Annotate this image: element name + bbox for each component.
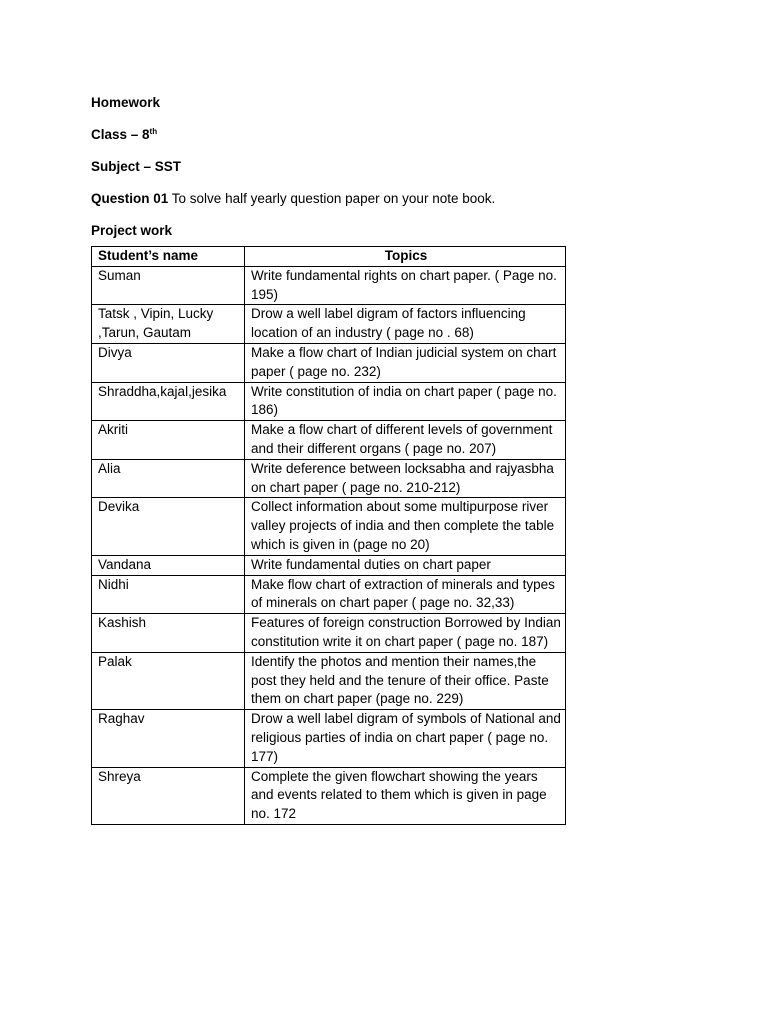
topic-cell: Drow a well label digram of symbols of National and religious parties of india on chart paper ( page no. 177) xyxy=(245,710,566,767)
class-superscript: th xyxy=(149,127,158,136)
question-line xyxy=(91,190,571,208)
student-name-cell: Shraddha,kajal,jesika xyxy=(92,382,245,421)
student-name-cell: Devika xyxy=(92,498,245,555)
topic-cell: Write fundamental duties on chart paper xyxy=(245,555,566,575)
project-table xyxy=(91,246,566,825)
student-name-cell: Nidhi xyxy=(92,575,245,614)
table-row xyxy=(92,652,566,709)
table-row xyxy=(92,421,566,460)
table-row xyxy=(92,305,566,344)
table-row xyxy=(92,498,566,555)
homework-document xyxy=(91,94,571,825)
document-title: Homework xyxy=(91,95,161,110)
student-name-cell: Kashish xyxy=(92,614,245,653)
student-name-cell: Vandana xyxy=(92,555,245,575)
student-name-cell: Alia xyxy=(92,459,245,498)
topic-cell: Write fundamental rights on chart paper. ( Page no. 195) xyxy=(245,266,566,305)
table-row xyxy=(92,266,566,305)
topic-cell: Collect information about some multipurpose river valley projects of india and then complete the table which is given in (page no 20) xyxy=(245,498,566,555)
table-row xyxy=(92,710,566,767)
class-label: Class – 8 xyxy=(91,127,150,142)
topic-cell: Identify the photos and mention their names,the post they held and the tenure of their office. Paste them on chart paper (page no. 229) xyxy=(245,652,566,709)
question-text: To solve half yearly question paper on your note book. xyxy=(168,191,496,206)
topic-cell: Features of foreign construction Borrowed by Indian constitution write it on chart paper ( page no. 187) xyxy=(245,614,566,653)
student-name-cell: Akriti xyxy=(92,421,245,460)
table-header-row xyxy=(92,247,566,267)
topic-cell: Write constitution of india on chart paper ( page no. 186) xyxy=(245,382,566,421)
student-name-cell: Suman xyxy=(92,266,245,305)
topic-cell: Complete the given flowchart showing the years and events related to them which is given in page no. 172 xyxy=(245,767,566,824)
topic-cell: Make flow chart of extraction of minerals and types of minerals on chart paper ( page no. 32,33) xyxy=(245,575,566,614)
topic-cell: Write deference between locksabha and rajyasbha on chart paper ( page no. 210-212) xyxy=(245,459,566,498)
table-row xyxy=(92,767,566,824)
header-topics: Topics xyxy=(245,247,566,267)
topic-cell: Make a flow chart of Indian judicial system on chart paper ( page no. 232) xyxy=(245,343,566,382)
subject-line: Subject – SST xyxy=(91,159,182,174)
table-row xyxy=(92,555,566,575)
table-row xyxy=(92,575,566,614)
project-work-heading: Project work xyxy=(91,223,173,238)
student-name-cell: Shreya xyxy=(92,767,245,824)
class-line xyxy=(91,126,571,144)
table-row xyxy=(92,343,566,382)
table-row xyxy=(92,614,566,653)
student-name-cell: Divya xyxy=(92,343,245,382)
topic-cell: Drow a well label digram of factors influencing location of an industry ( page no . 68) xyxy=(245,305,566,344)
topic-cell: Make a flow chart of different levels of government and their different organs ( page no. 207) xyxy=(245,421,566,460)
student-name-cell: Tatsk , Vipin, Lucky ,Tarun, Gautam xyxy=(92,305,245,344)
header-student-name: Student’s name xyxy=(92,247,245,267)
question-label: Question 01 xyxy=(91,191,169,206)
student-name-cell: Palak xyxy=(92,652,245,709)
table-row xyxy=(92,459,566,498)
table-row xyxy=(92,382,566,421)
student-name-cell: Raghav xyxy=(92,710,245,767)
